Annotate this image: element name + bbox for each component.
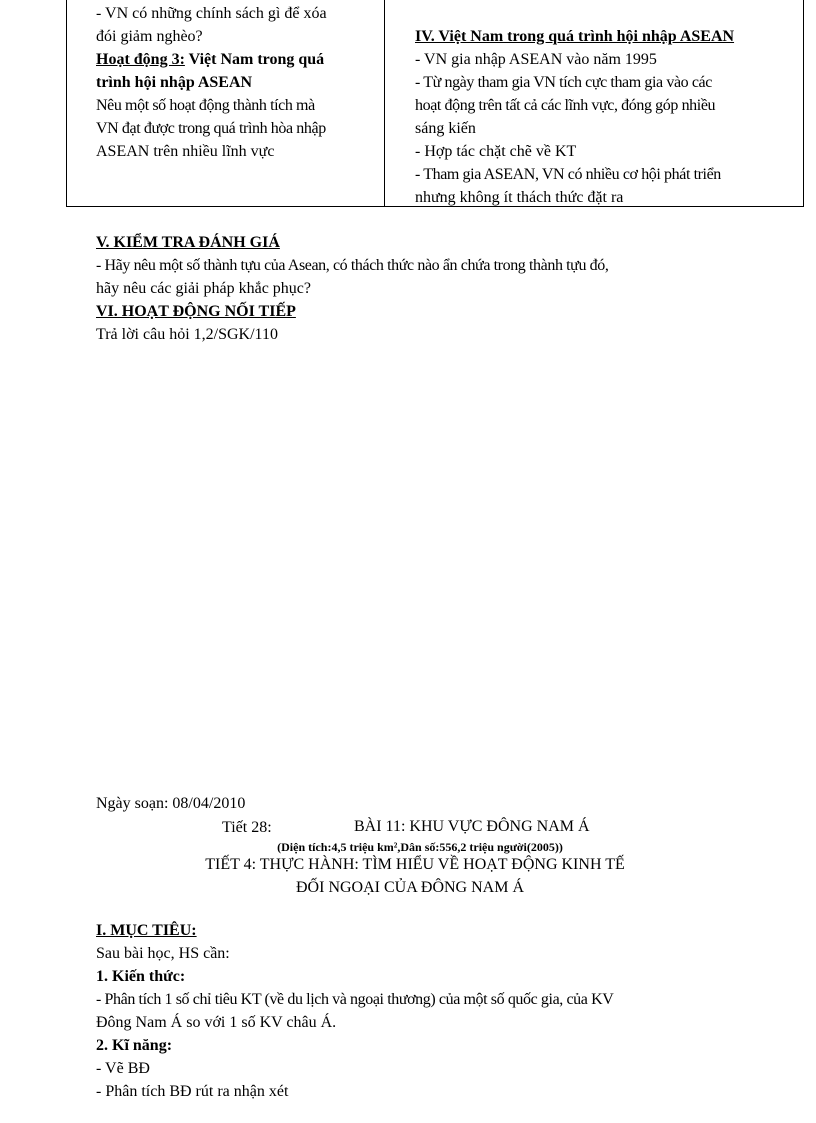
table-right-cell xyxy=(415,25,800,209)
practice-title-cont: ĐỐI NGOẠI CỦA ĐÔNG NAM Á xyxy=(296,879,524,896)
activity-heading xyxy=(96,48,381,71)
knowledge-line: Đông Nam Á so với 1 số KV châu Á. xyxy=(96,1014,337,1031)
skills-title: 2. Kĩ năng: xyxy=(96,1037,173,1054)
table-column-divider xyxy=(384,0,385,207)
content-line: sáng kiến xyxy=(415,120,476,137)
period-label: Tiết 28: xyxy=(222,819,272,836)
section-vi-line: Trả lời câu hỏi 1,2/SGK/110 xyxy=(96,326,278,343)
knowledge-line: - Phân tích 1 số chỉ tiêu KT (về du lịch và ngoại thương) của một số quốc gia, của KV xyxy=(96,991,614,1008)
content-line: nhưng không ít thách thức đặt ra xyxy=(415,189,624,206)
objectives-title: I. MỤC TIÊU: xyxy=(96,922,197,939)
question-line: ASEAN trên nhiều lĩnh vực xyxy=(96,143,275,160)
practice-title: TIẾT 4: THỰC HÀNH: TÌM HIỂU VỀ HOẠT ĐỘNG KINH TẾ xyxy=(205,856,625,873)
skills-line: - Vẽ BĐ xyxy=(96,1060,150,1077)
preparation-date: Ngày soạn: 08/04/2010 xyxy=(96,795,246,812)
section-v-line: hãy nêu các giải pháp khắc phục? xyxy=(96,280,312,297)
question-line: đói giảm nghèo? xyxy=(96,28,203,45)
content-line: - Hợp tác chặt chẽ về KT xyxy=(415,143,577,160)
skills-line: - Phân tích BĐ rút ra nhận xét xyxy=(96,1083,289,1100)
content-line: - Tham gia ASEAN, VN có nhiều cơ hội phát triển xyxy=(415,166,721,183)
content-line: - Từ ngày tham gia VN tích cực tham gia vào các xyxy=(415,74,712,91)
section-vi-title: VI. HOẠT ĐỘNG NỐI TIẾP xyxy=(96,303,296,320)
section-v-line: - Hãy nêu một số thành tựu của Asean, có thách thức nào ẩn chứa trong thành tựu đó, xyxy=(96,257,609,274)
content-line: - VN gia nhập ASEAN vào năm 1995 xyxy=(415,51,657,68)
activity-title: Việt Nam trong quá xyxy=(184,51,325,68)
content-line: hoạt động trên tất cả các lĩnh vực, đóng góp nhiều xyxy=(415,97,716,114)
section-heading: IV. Việt Nam trong quá trình hội nhập ASEAN xyxy=(415,28,735,45)
knowledge-title: 1. Kiến thức: xyxy=(96,968,186,985)
section-v-title: V. KIỂM TRA ĐÁNH GIÁ xyxy=(96,234,280,251)
lesson-stats: (Diện tích:4,5 triệu km²,Dân số:556,2 triệu người(2005)) xyxy=(277,840,563,854)
activity-title-cont: trình hội nhập ASEAN xyxy=(96,74,253,91)
activity-label: Hoạt động 3: xyxy=(96,51,185,68)
question-line: - VN có những chính sách gì để xóa xyxy=(96,5,327,22)
lesson-title: BÀI 11: KHU VỰC ĐÔNG NAM Á xyxy=(354,818,590,835)
question-line: Nêu một số hoạt động thành tích mà xyxy=(96,97,315,114)
question-line: VN đạt được trong quá trình hòa nhập xyxy=(96,120,326,137)
objectives-intro: Sau bài học, HS cần: xyxy=(96,945,230,962)
table-left-cell xyxy=(96,2,381,163)
